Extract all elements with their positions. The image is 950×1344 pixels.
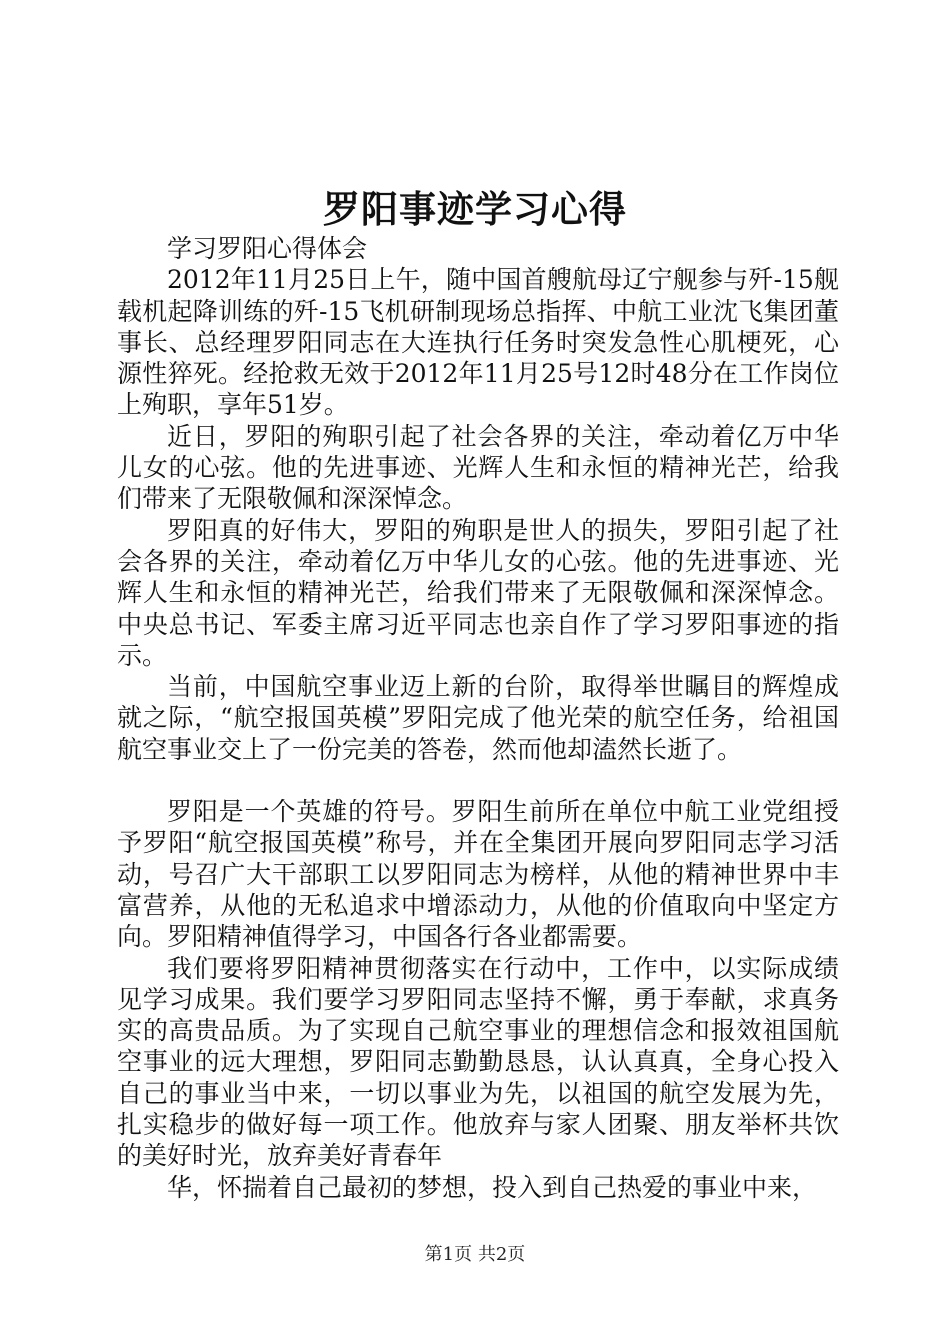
paragraph-attention: 近日，罗阳的殉职引起了社会各界的关注，牵动着亿万中华儿女的心弦。他的先进事迹、光辉人生和永恒的精神光芒，给我们带来了无限敬佩和深深悼念。 [117,421,839,514]
paragraph-subtitle: 学习罗阳心得体会 [167,234,368,263]
paragraph-action: 我们要将罗阳精神贯彻落实在行动中，工作中，以实际成绩见学习成果。我们要学习罗阳同志坚持不懈，勇于奉献，求真务实的高贵品质。为了实现自己航空事业的理想信念和报效祖国航空事业的远大理想，罗阳同志勤勤恳恳，认认真真，全身心投入自己的事业当中来，一切以事业为先，以祖国的航空发展为先，扎实稳步的做好每一项工作。他放弃与家人团聚、朋友举杯共饮的美好时光，放弃美好青春年 [117,953,839,1171]
paragraph-achievement: 当前，中国航空事业迈上新的台阶，取得举世瞩目的辉煌成就之际，“航空报国英模”罗阳完成了他光荣的航空任务，给祖国航空事业交上了一份完美的答卷，然而他却溘然长逝了。 [117,672,839,764]
paragraph-continued: 华，怀揣着自己最初的梦想，投入到自己热爱的事业中来， [167,1172,818,1202]
document-title: 罗阳事迹学习心得 [323,187,627,231]
paragraph-event: 2012年11月25日上午，随中国首艘航母辽宁舰参与歼-15舰载机起降训练的歼-15飞机研制现场总指挥、中航工业沈飞集团董事长、总经理罗阳同志在大连执行任务时突发急性心肌梗死，心源性猝死。经抢救无效于2012年11月25号12时48分在工作岗位上殉职，享年51岁。 [117,265,839,420]
paragraph-hero-symbol: 罗阳是一个英雄的符号。罗阳生前所在单位中航工业党组授予罗阳“航空报国英模”称号，并在全集团开展向罗阳同志学习活动，号召广大干部职工以罗阳同志为榜样，从他的精神世界中丰富营养，从他的无私追求中增添动力，从他的价值取向中坚定方向。罗阳精神值得学习，中国各行各业都需要。 [117,797,839,952]
document-body [117,233,839,1203]
page-footer: 第1页 共2页 [424,1244,526,1265]
paragraph-greatness: 罗阳真的好伟大，罗阳的殉职是世人的损失，罗阳引起了社会各界的关注，牵动着亿万中华儿女的心弦。他的先进事迹、光辉人生和永恒的精神光芒，给我们带来了无限敬佩和深深悼念。中央总书记、军委主席习近平同志也亲自作了学习罗阳事迹的指示。 [117,515,839,670]
